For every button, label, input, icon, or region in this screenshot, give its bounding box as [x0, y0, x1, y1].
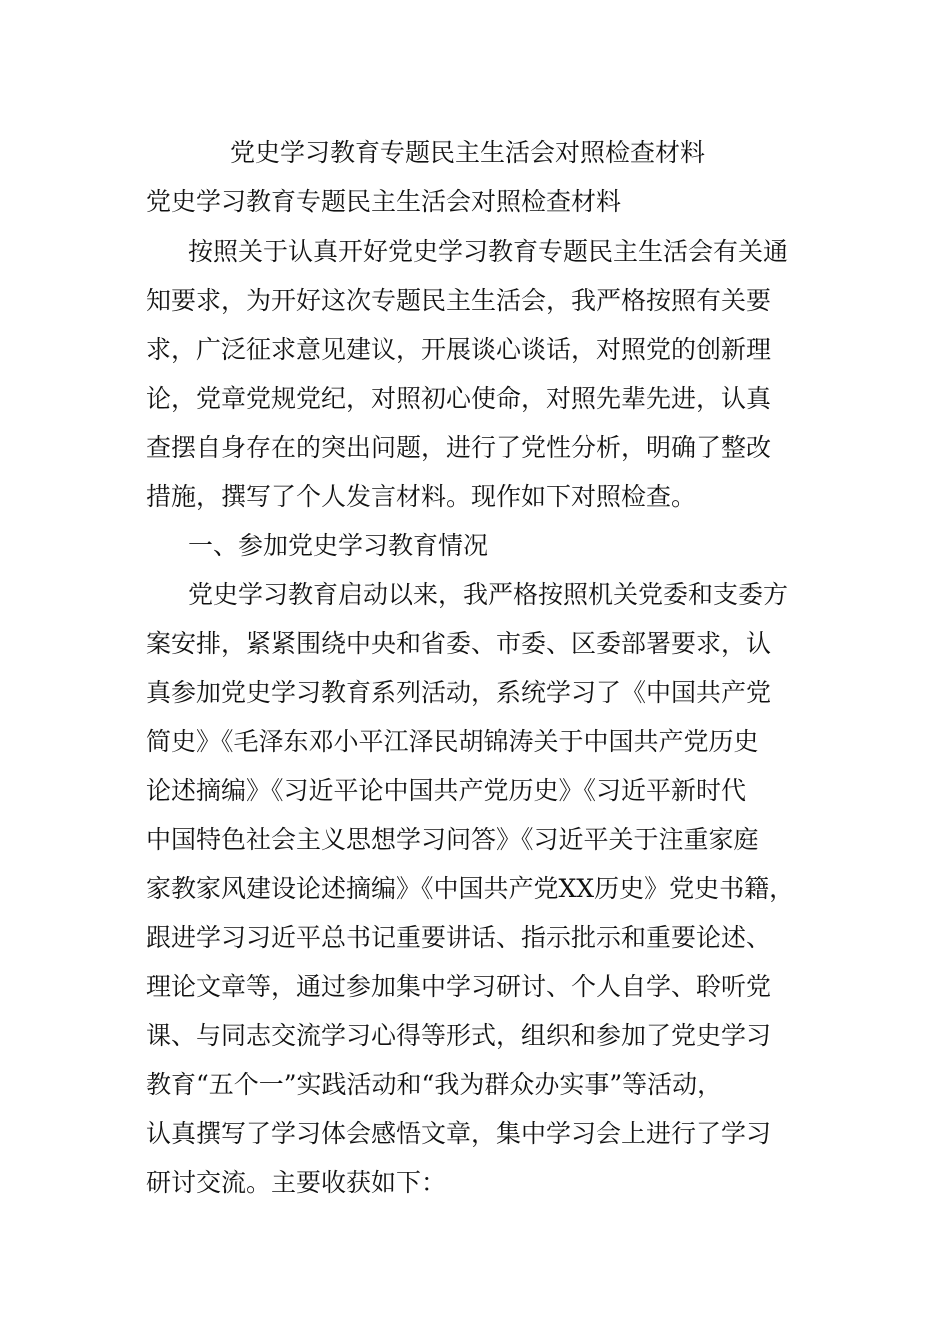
- paragraph-line: 措施，撰写了个人发言材料。现作如下对照检查。: [146, 482, 697, 511]
- paragraph-line: 求，广泛征求意见建议，开展谈心谈话，对照党的创新理: [146, 335, 772, 364]
- document-title: 党史学习教育专题民主生活会对照检查材料: [230, 138, 706, 167]
- paragraph-line: 案安排，紧紧围绕中央和省委、市委、区委部署要求，认: [146, 629, 772, 658]
- paragraph-line: 按照关于认真开好党史学习教育专题民主生活会有关通: [188, 237, 789, 266]
- paragraph-line: 跟进学习习近平总书记重要讲话、指示批示和重要论述、: [146, 923, 772, 952]
- paragraph-line: 理论文章等，通过参加集中学习研讨、个人自学、聆听党: [146, 972, 772, 1001]
- paragraph-line: 中国特色社会主义思想学习问答》《习近平关于注重家庭: [146, 825, 759, 854]
- paragraph-line: 党史学习教育启动以来，我严格按照机关党委和支委方: [188, 580, 789, 609]
- paragraph-line: 认真撰写了学习体会感悟文章，集中学习会上进行了学习: [146, 1119, 772, 1148]
- document-body: [146, 227, 826, 1207]
- paragraph-line: 课、与同志交流学习心得等形式，组织和参加了党史学习: [146, 1021, 772, 1050]
- document-subtitle: 党史学习教育专题民主生活会对照检查材料: [146, 187, 622, 216]
- paragraph-line: 论述摘编》《习近平论中国共产党历史》《习近平新时代: [146, 776, 747, 805]
- section-heading: 一、参加党史学习教育情况: [188, 531, 489, 560]
- paragraph-line: 论，党章党规党纪，对照初心使命，对照先辈先进，认真: [146, 384, 772, 413]
- paragraph-line: 教育“五个一”实践活动和“我为群众办实事”等活动，: [146, 1070, 723, 1099]
- paragraph-line: 真参加党史学习教育系列活动，系统学习了《中国共产党: [146, 678, 772, 707]
- paragraph-line: 知要求，为开好这次专题民主生活会，我严格按照有关要: [146, 286, 772, 315]
- paragraph-line: 家教家风建设论述摘编》《中国共产党XX历史》党史书籍，: [146, 874, 795, 903]
- paragraph-line: 简史》《毛泽东邓小平江泽民胡锦涛关于中国共产党历史: [146, 727, 759, 756]
- paragraph-line: 查摆自身存在的突出问题，进行了党性分析，明确了整改: [146, 433, 772, 462]
- paragraph-line: 研讨交流。主要收获如下：: [146, 1168, 447, 1197]
